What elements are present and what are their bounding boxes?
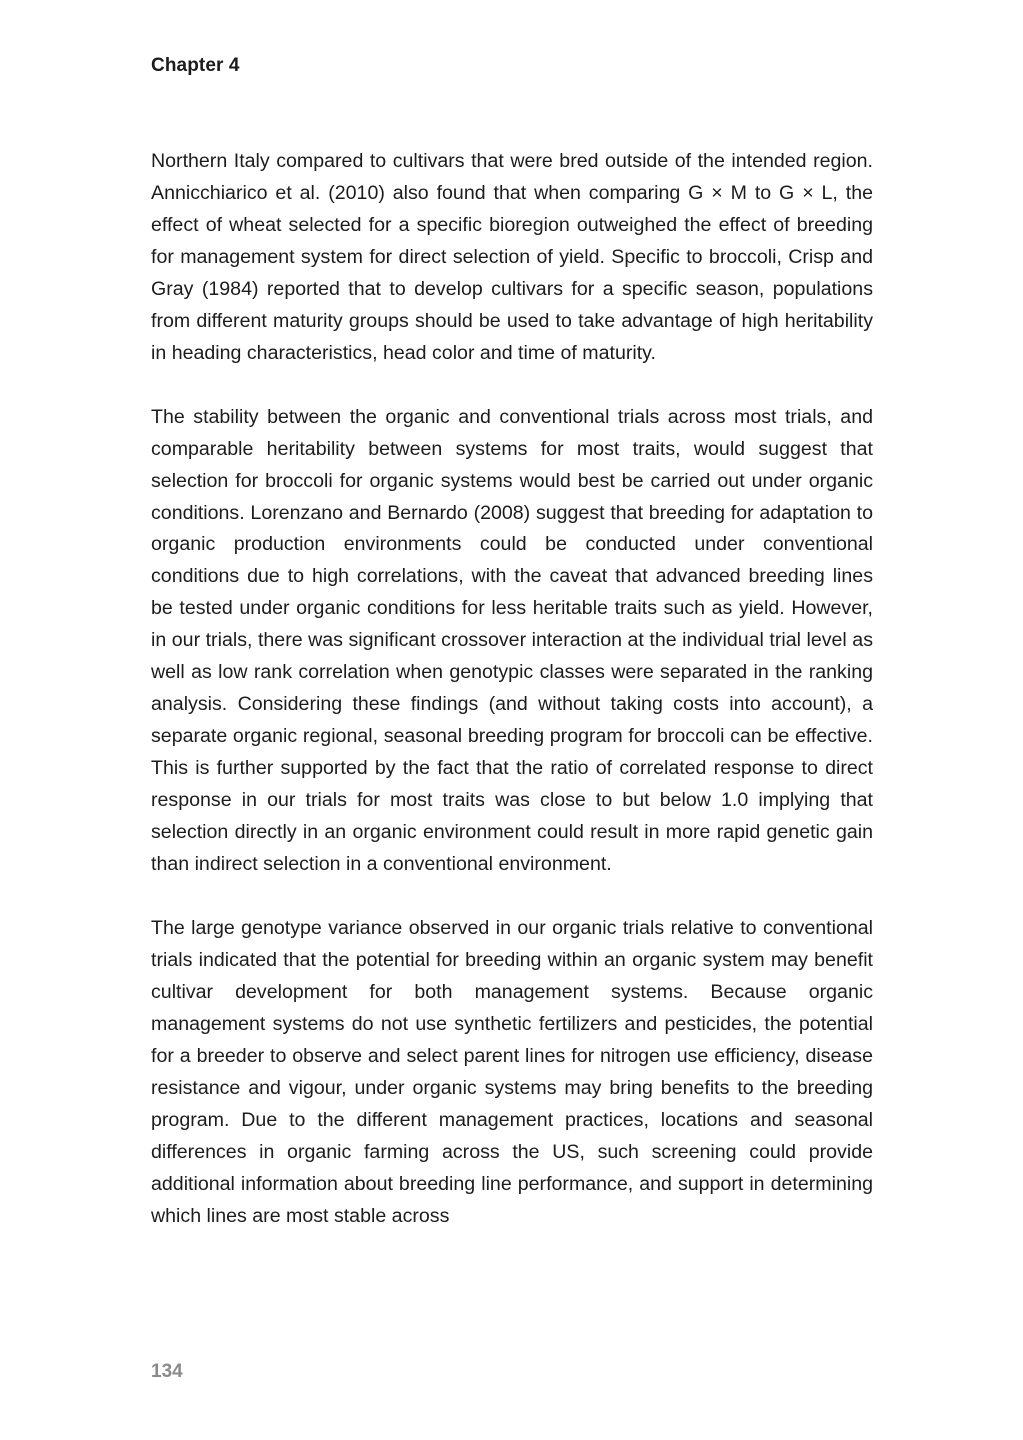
paragraph-1: Northern Italy compared to cultivars that were bred outside of the intended region. Annicchiarico et al. (2010) also found that when comparing G × M to G × L, the effect of wheat selected for a specific bioregion outweighed the effect of breeding for management system for direct selection of yield. Specific to broccoli, Crisp and Gray (1984) reported that to develop cultivars for a specific season, populations from different maturity groups should be used to take advantage of high heritability in heading characteristics, head color and time of maturity. [151, 150, 873, 364]
chapter-header: Chapter 4 [151, 55, 240, 76]
paragraph-2: The stability between the organic and conventional trials across most trials, and comparable heritability between systems for most traits, would suggest that selection for broccoli for organic systems would best be carried out under organic conditions. Lorenzano and Bernardo (2008) suggest that breeding for adaptation to organic production environments could be conducted under conventional conditions due to high correlations, with the caveat that advanced breeding lines be tested under organic conditions for less heritable traits such as yield. However, in our trials, there was significant crossover interaction at the individual trial level as well as low rank correlation when genotypic classes were separated in the ranking analysis. Considering these findings (and without taking costs into account), a separate organic regional, seasonal breeding program for broccoli can be effective. This is further supported by the fact that the ratio of correlated response to direct response in our trials for most traits was close to but below 1.0 implying that selection directly in an organic environment could result in more rapid genetic gain than indirect selection in a conventional environment. [151, 405, 873, 876]
page-number: 134 [151, 1361, 183, 1382]
body-text [151, 146, 873, 1265]
paragraph-3: The large genotype variance observed in our organic trials relative to conventional trials indicated that the potential for breeding within an organic system may benefit cultivar development for both management systems. Because organic management systems do not use synthetic fertilizers and pesticides, the potential for a breeder to observe and select parent lines for nitrogen use efficiency, disease resistance and vigour, under organic systems may bring benefits to the breeding program. Due to the different management practices, locations and seasonal differences in organic farming across the US, such screening could provide additional information about breeding line performance, and support in determining which lines are most stable across [151, 916, 873, 1227]
